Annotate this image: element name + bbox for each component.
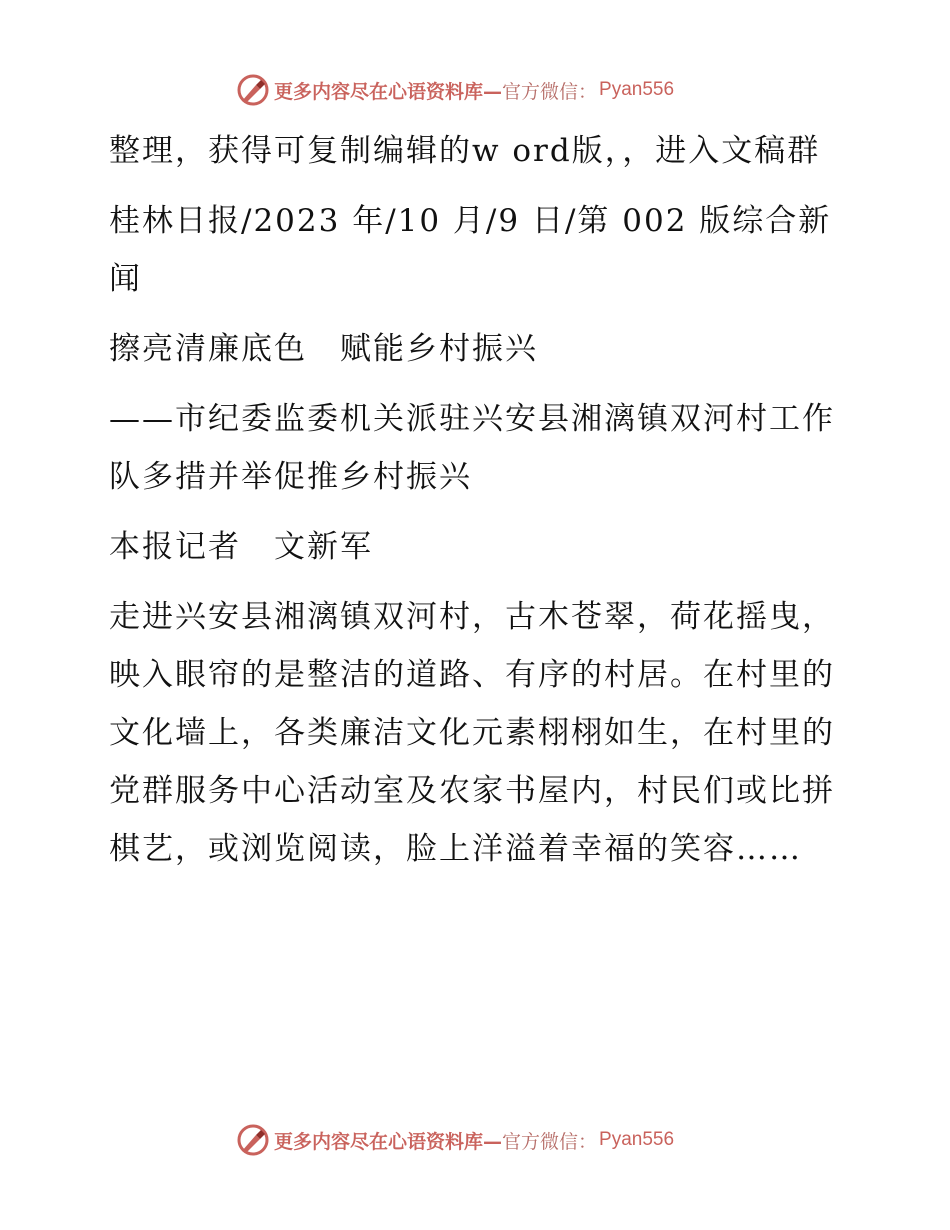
watermark-text: 更多内容尽在心语资料库—: [274, 80, 503, 103]
article-subtitle: ——市纪委监委机关派驻兴安县湘漓镇双河村工作队多措并举促推乡村振兴: [109, 401, 835, 495]
footer-watermark: [236, 1122, 674, 1158]
watermark-label: 官方微信：: [502, 1130, 598, 1153]
watermark-label: 官方微信：: [502, 80, 598, 103]
article-title: 擦亮清廉底色 赋能乡村振兴: [109, 331, 538, 367]
article-body-paragraph: 走进兴安县湘漓镇双河村，古木苍翠，荷花摇曳，映入眼帘的是整洁的道路、有序的村居。在村里的文化墙上，各类廉洁文化元素栩栩如生，在村里的党群服务中心活动室及农家书屋内，村民们或比拼棋艺，或浏览阅读，脸上洋溢着幸福的笑容……: [109, 599, 835, 867]
pen-logo-icon: [236, 73, 270, 107]
paragraph-intro: 整理，获得可复制编辑的w ord版，，进入文稿群: [109, 133, 821, 169]
watermark-id: Pyan556: [599, 79, 675, 100]
article-byline: 本报记者 文新军: [109, 529, 373, 565]
paragraph-source: 桂林日报/2023 年/10 月/9 日/第 002 版综合新闻: [109, 203, 832, 297]
header-watermark: [236, 72, 674, 108]
pen-logo-icon: [236, 1123, 270, 1157]
watermark-text: 更多内容尽在心语资料库—: [274, 1130, 503, 1153]
document-body: [97, 122, 857, 878]
watermark-id: Pyan556: [599, 1129, 675, 1150]
